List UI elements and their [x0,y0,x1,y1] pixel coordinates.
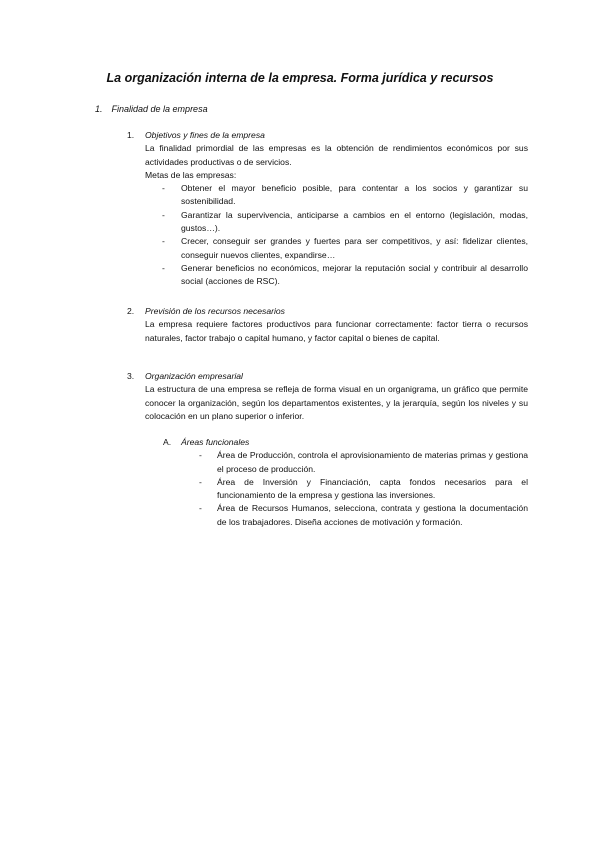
section-title: Finalidad de la empresa [111,104,208,114]
subsection-heading [127,305,528,318]
dash-bullet: - [199,476,202,487]
paragraph-finalidad: La finalidad primordial de las empresas es la obtención de rendimientos económicos por sus actividades productivas o de servicios. [145,143,528,167]
dash-bullet: - [162,236,165,247]
areas-list [181,449,528,529]
paragraph-metas: Metas de las empresas: [145,169,237,180]
subsection-letter: A. [163,437,172,447]
subsection-organizacion [127,370,528,423]
paragraph-organigrama: La estructura de una empresa se refleja de forma visual en un organigrama, un gráfico que permite conocer la organización, según los departamentos existentes, y la jerarquía, según los niveles y su colocación en un plano superior o inferior. [145,384,528,421]
list-item [181,476,528,503]
subsection-title: Objetivos y fines de la empresa [145,130,265,140]
dash-bullet: - [162,209,165,220]
subsection-heading [127,370,528,383]
subsection-title: Organización empresarial [145,371,243,381]
subsection-objetivos [127,129,528,289]
list-item-text: Obtener el mayor beneficio posible, para contentar a los socios y garantizar su sostenibilidad. [181,183,528,207]
list-item-text: Garantizar la supervivencia, anticiparse a cambios en el entorno (legislación, modas, gustos…). [181,209,528,234]
list-item [145,262,528,289]
list-item-text: Generar beneficios no económicos, mejorar la reputación social y contribuir al desarrollo social (acciones de RSC). [181,262,528,287]
section-number: 1. [95,104,103,114]
metas-list [145,182,528,288]
document-title: La organización interna de la empresa. Forma jurídica y recursos [106,71,494,85]
section-heading-finalidad [95,104,208,114]
subsection-heading [163,436,528,449]
subsection-prevision [127,305,528,345]
subsection-number: 2. [127,306,135,316]
list-item [145,182,528,209]
subsection-areas-funcionales [163,436,528,529]
list-item [181,502,528,529]
list-item [145,235,528,262]
subsection-heading [127,129,528,142]
list-item-text: Área de Inversión y Financiación, capta fondos necesarios para el funcionamiento de la empresa y gestiona las inversiones. [217,476,528,501]
list-item [145,209,528,236]
dash-bullet: - [199,450,202,461]
paragraph-recursos: La empresa requiere factores productivos para funcionar correctamente: factor tierra o recursos naturales, factor trabajo o capital humano, y factor capital o bienes de capital. [145,319,528,343]
list-item [181,449,528,476]
dash-bullet: - [162,183,165,194]
list-item-text: Área de Recursos Humanos, selecciona, contrata y gestiona la documentación de los trabajadores. Diseña acciones de motivación y formación. [217,503,528,527]
list-item-text: Crecer, conseguir ser grandes y fuertes para ser competitivos, y así: fidelizar clientes, conseguir nuevos clientes, expandirse… [181,236,528,260]
list-item-text: Área de Producción, controla el aprovisionamiento de materias primas y gestiona el proceso de producción. [217,450,528,474]
subsection-title: Áreas funcionales [181,437,250,447]
subsection-number: 1. [127,130,135,140]
subsection-number: 3. [127,371,135,381]
dash-bullet: - [162,262,165,273]
dash-bullet: - [199,503,202,514]
subsection-title: Previsión de los recursos necesarios [145,306,285,316]
